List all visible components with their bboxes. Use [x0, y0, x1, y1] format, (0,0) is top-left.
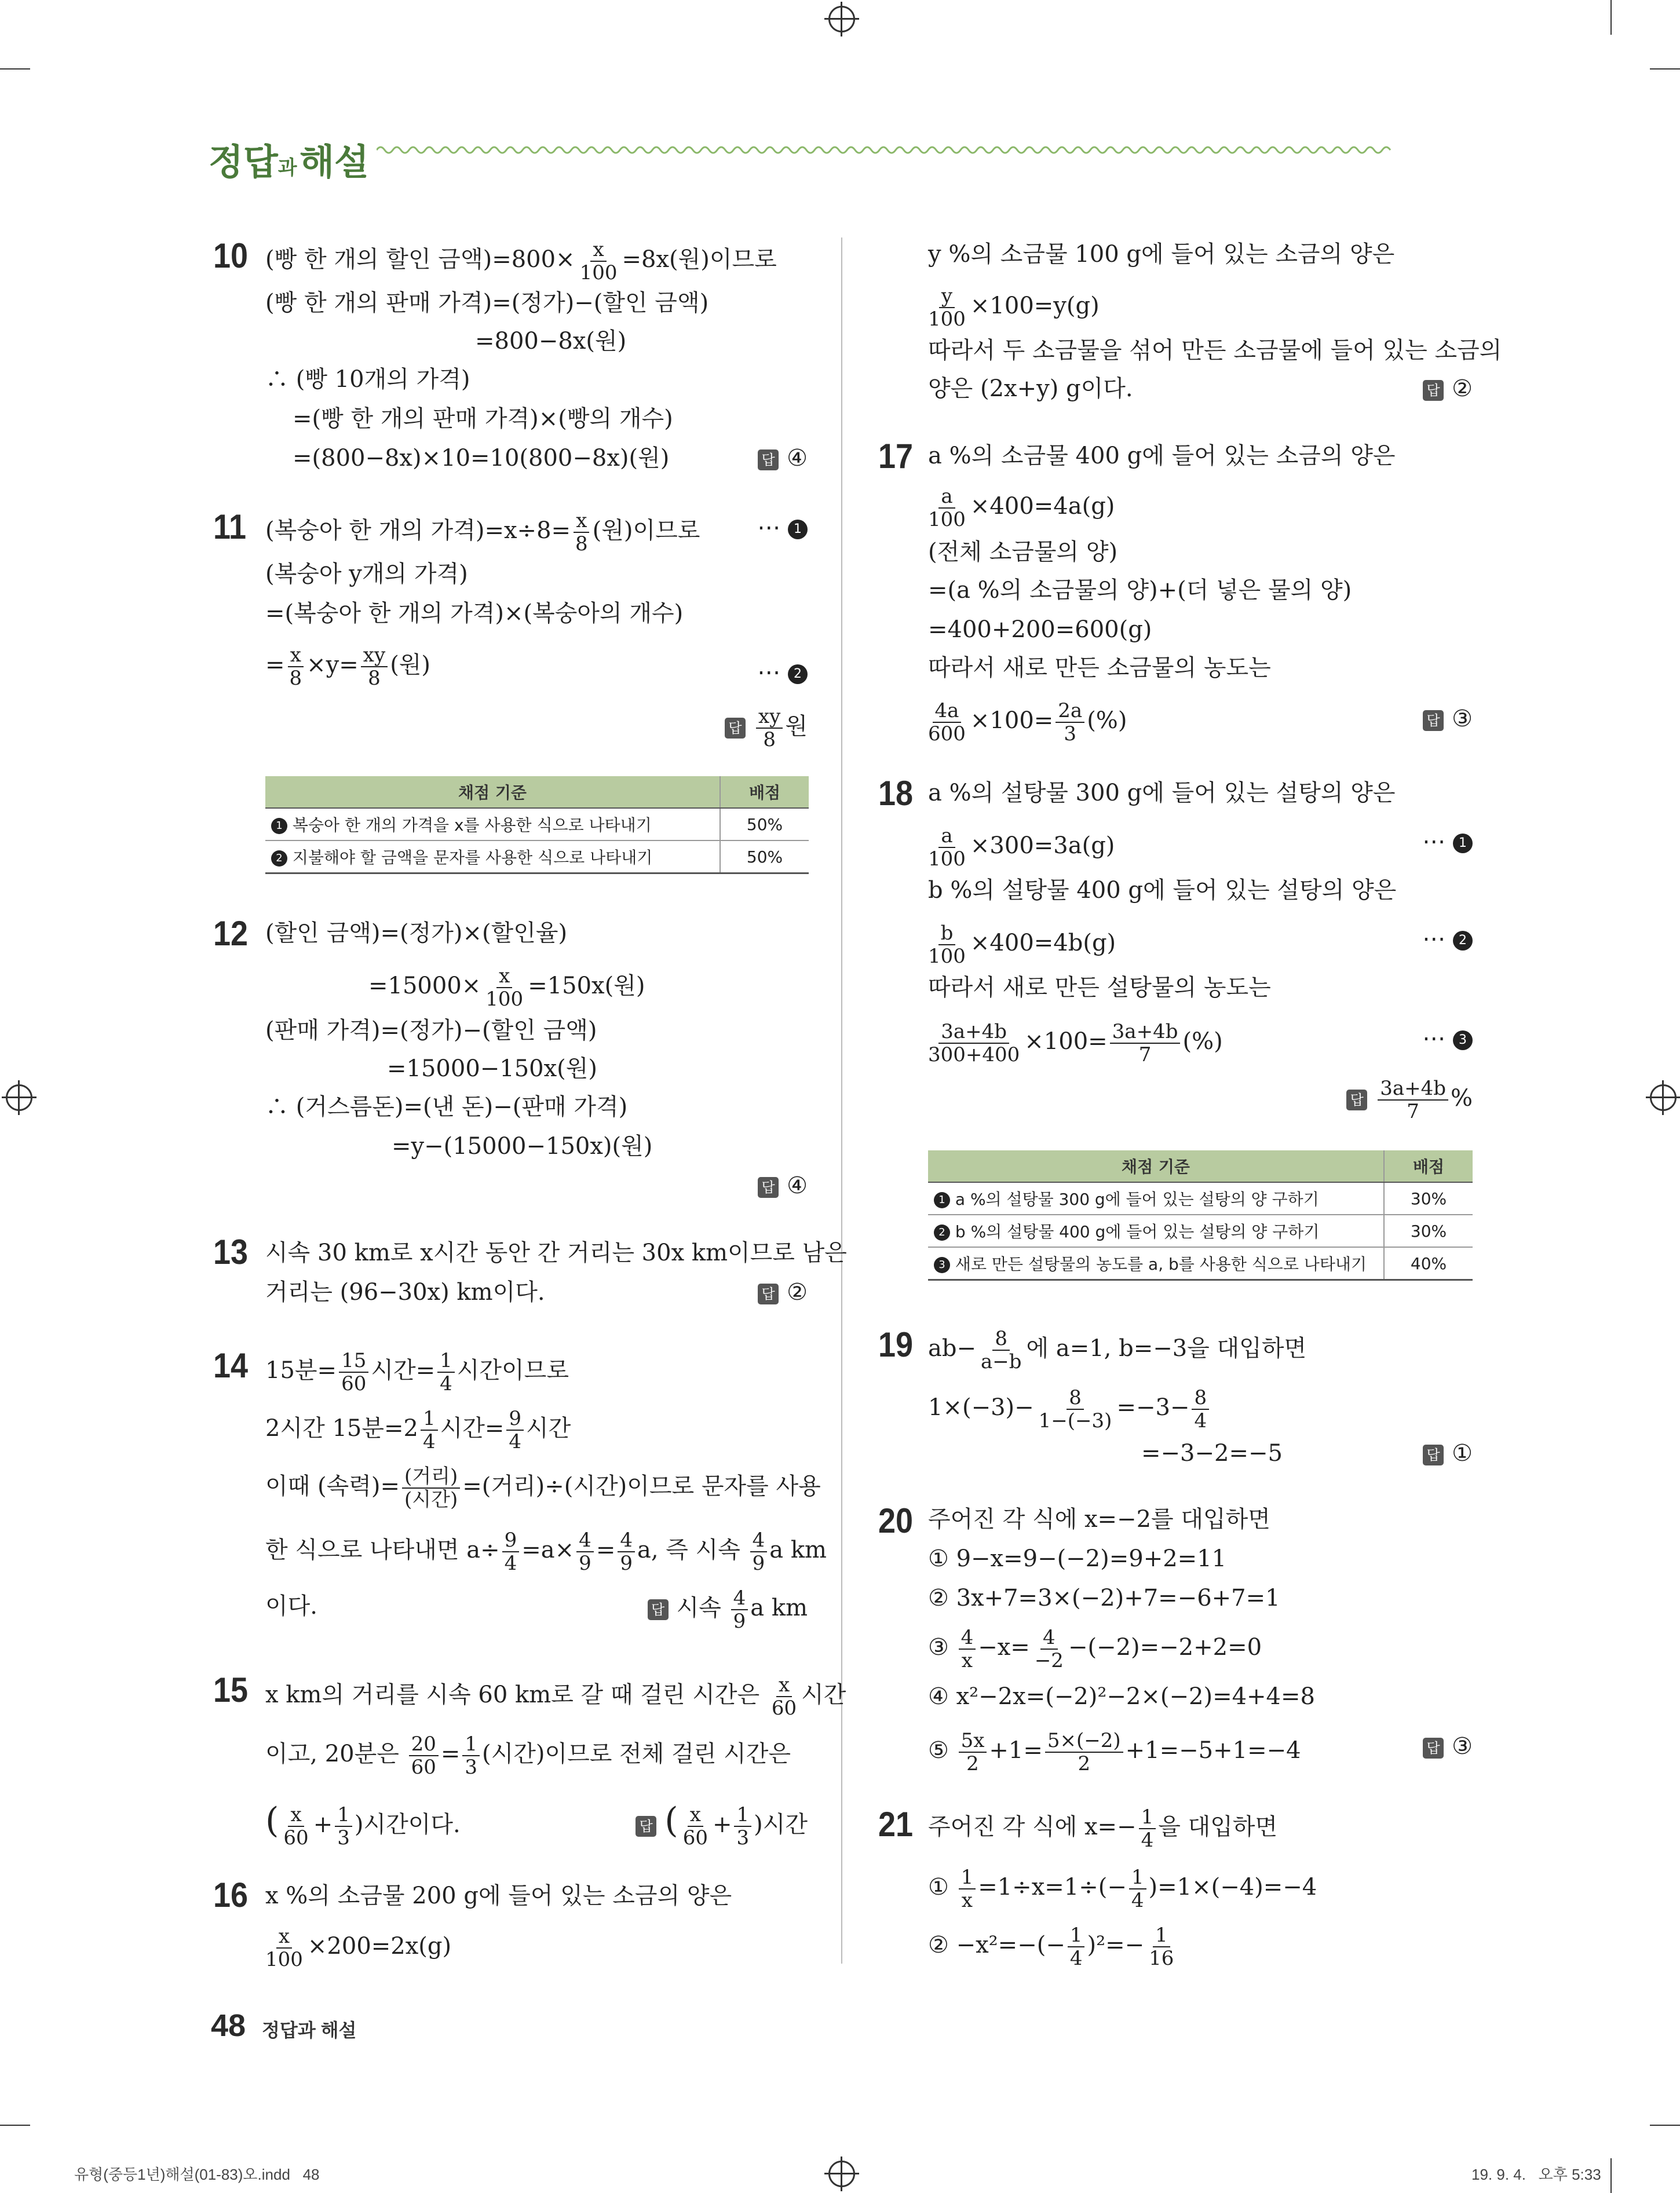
problem-number: 21 [878, 1805, 914, 1844]
table-header: 채점 기준 [928, 1150, 1384, 1182]
fraction: $\frac{1}{4}$ [421, 1408, 438, 1453]
p12-line4: =15000−150x(원) [387, 1055, 598, 1082]
p18-marker3: ⋯ 3 [1422, 1023, 1473, 1054]
fraction: $\frac{4}{9}$ [576, 1529, 594, 1574]
circled-number: 1 [788, 520, 808, 539]
p20-line1: 주어진 각 식에 x=−2를 대입하면 [928, 1506, 1270, 1533]
answer-badge: 답 [1423, 1738, 1444, 1759]
fraction: $\frac{\text{(거리)}}{\text{(시간)}}$ [402, 1465, 460, 1511]
p18-answer: 답 $\frac{3a+4b}{7}$ % [1346, 1077, 1473, 1123]
fraction: $\frac{5\times(-2)}{2}$ [1045, 1730, 1123, 1775]
fraction: $\frac{1}{x}$ [959, 1866, 976, 1911]
p11-scoring-table [265, 776, 809, 874]
fraction: $\frac{4}{9}$ [618, 1529, 635, 1574]
fraction: $\frac{3a+4b}{300+400}$ [928, 1020, 1020, 1066]
p17-line5: =400+200=600(g) [928, 616, 1152, 643]
p13-line1: 시속 30 km로 x시간 동안 간 거리는 30x km이므로 남은 [265, 1240, 847, 1266]
fraction: $\frac{4}{x}$ [959, 1627, 976, 1672]
problem-number: 16 [213, 1876, 249, 1914]
fraction: $\frac{9}{4}$ [502, 1529, 520, 1574]
fraction: $\frac{15}{60}$ [339, 1350, 368, 1395]
p12-answer: 답 ④ [758, 1170, 808, 1201]
fraction: $\frac{1}{4}$ [1129, 1866, 1146, 1911]
table-row: 1 a %의 설탕물 300 g에 들어 있는 설탕의 양 구하기 30% [928, 1182, 1473, 1215]
answer-badge: 답 [636, 1816, 656, 1837]
fraction: $\frac{1}{3}$ [462, 1733, 480, 1778]
table-row: 2 b %의 설탕물 400 g에 들어 있는 설탕의 양 구하기 30% [928, 1215, 1473, 1247]
p19-line3: =−3−2=−5 [1141, 1440, 1283, 1467]
header-title-main: 정답 [209, 142, 278, 182]
p17-line1: a %의 소금물 400 g에 들어 있는 소금의 양은 [928, 443, 1396, 469]
p19-answer: 답 ① [1423, 1438, 1473, 1469]
answer-badge: 답 [1423, 1445, 1444, 1465]
crop-mark [1610, 2158, 1612, 2193]
p17-answer: 답 ③ [1423, 703, 1473, 734]
fraction: $\frac{4}{9}$ [731, 1587, 748, 1632]
date-info: 19. 9. 4. 오후 5:33 [1471, 2166, 1601, 2183]
p21-line1: 주어진 각 식에 x=− $\frac{1}{4}$ 을 대입하면 [928, 1805, 1278, 1852]
problem-number: 17 [878, 437, 914, 476]
p11-line3: =(복숭아 한 개의 가격)×(복숭아의 개수) [265, 600, 684, 627]
fraction: $\frac{x}{60}$ [771, 1673, 797, 1720]
fraction: $\frac{1}{4}$ [437, 1350, 455, 1395]
p21-line3: ② −x²=−(− $\frac{1}{4}$ )²=− $\frac{1}{16}$ [928, 1924, 1178, 1969]
header-title-end: 해설 [300, 142, 369, 182]
p18-marker2: ⋯ 2 [1422, 923, 1473, 955]
p12-line3: (판매 가격)=(정가)−(할인 금액) [265, 1017, 597, 1044]
circled-number: 2 [1453, 931, 1473, 951]
fraction: $\frac{xy}{8}$ [756, 706, 783, 751]
p15-line2: 이고, 20분은 $\frac{20}{60}$ = $\frac{1}{3}$ (시간)이므로 전체 걸린 시간은 [265, 1733, 791, 1779]
fraction: $\frac{x}{8}$ [287, 644, 305, 689]
p15-line3: ( $\frac{x}{60}$ + $\frac{1}{3}$ )시간이다. [265, 1800, 461, 1850]
table-header: 배점 [1384, 1150, 1473, 1182]
crop-mark [0, 2125, 30, 2126]
fraction: $\frac{5x}{2}$ [959, 1730, 987, 1775]
p16-line4: $\frac{y}{100}$ ×100=y(g) [923, 285, 1100, 330]
p16-line6: 양은 (2x+y) g이다. [928, 375, 1133, 402]
fraction: $\frac{1}{3}$ [335, 1804, 352, 1849]
fraction: $\frac{x}{8}$ [573, 510, 590, 555]
fraction: $\frac{a}{100}$ [928, 824, 966, 871]
p11-line2: (복숭아 y개의 가격) [265, 561, 468, 587]
answer-badge: 답 [758, 449, 779, 470]
p15-line1: x km의 거리를 시속 60 km로 갈 때 걸린 시간은 $\frac{x}{60}$ 시간 [265, 1673, 846, 1720]
problem-number: 10 [213, 236, 249, 275]
p13-line2: 거리는 (96−30x) km이다. [265, 1279, 545, 1306]
p17-line3: (전체 소금물의 양) [928, 539, 1118, 565]
circled-number: 2 [788, 664, 808, 684]
p20-line4: ③ $\frac{4}{x}$ −x= $\frac{4}{-2}$ −(−2)=−2+2=0 [928, 1626, 1262, 1672]
p11-line4: = $\frac{x}{8}$ ×y= $\frac{xy}{8}$ (원) [265, 644, 431, 690]
p19-line1: ab− $\frac{8}{a-b}$ 에 a=1, b=−3을 대입하면 [928, 1327, 1307, 1373]
p16-answer: 답 ② [1423, 373, 1473, 404]
file-info: 유형(중등1년)해설(01-83)오.indd 48 [74, 2166, 320, 2183]
fraction: $\frac{2a}{3}$ [1056, 700, 1084, 745]
problem-number: 18 [878, 774, 914, 813]
table-header: 배점 [720, 776, 809, 808]
problem-number: 13 [213, 1233, 249, 1271]
p10-line6: =(800−8x)×10=10(800−8x)(원) [293, 445, 670, 472]
p18-line4: $\frac{b}{100}$ ×400=4b(g) [923, 922, 1116, 967]
p12-line5: ∴ (거스름돈)=(낸 돈)−(판매 가격) [265, 1094, 628, 1120]
p18-marker1: ⋯ 1 [1422, 826, 1473, 857]
fraction: $\frac{4a}{600}$ [928, 699, 966, 745]
page-label: 정답과 해설 [262, 2020, 357, 2041]
answer-badge: 답 [1423, 710, 1444, 731]
table-row: 2 지불해야 할 금액을 문자를 사용한 식으로 나타내기 50% [265, 840, 809, 873]
circled-number: 1 [1453, 834, 1473, 853]
p10-line3: =800−8x(원) [475, 328, 627, 354]
fraction: $\frac{x}{100}$ [265, 1925, 303, 1971]
p16-line3: y %의 소금물 100 g에 들어 있는 소금의 양은 [928, 241, 1395, 268]
table-header: 채점 기준 [265, 776, 720, 808]
p14-line2: 2시간 15분=2 $\frac{1}{4}$ 시간= $\frac{9}{4}$ 시간 [265, 1407, 571, 1453]
p16-line1: x %의 소금물 200 g에 들어 있는 소금의 양은 [265, 1883, 732, 1909]
answer-badge: 답 [758, 1177, 779, 1198]
fraction: $\frac{xy}{8}$ [361, 644, 388, 689]
p17-line6: 따라서 새로 만든 소금물의 농도는 [928, 655, 1271, 681]
answer-badge: 답 [758, 1284, 779, 1304]
fraction: $\frac{8}{4}$ [1192, 1387, 1209, 1432]
registration-mark-left [6, 1084, 32, 1111]
fraction: $\frac{x}{100}$ [485, 964, 524, 1011]
fraction: $\frac{1}{16}$ [1149, 1924, 1174, 1970]
p16-line5: 따라서 두 소금물을 섞어 만든 소금물에 들어 있는 소금의 [928, 337, 1502, 364]
p18-scoring-table [928, 1150, 1473, 1281]
answer-badge: 답 [1423, 380, 1444, 401]
p21-line2: ① $\frac{1}{x}$ =1÷x=1÷(− $\frac{1}{4}$ )=1×(−4)=−4 [928, 1866, 1317, 1912]
p10-line2: (빵 한 개의 판매 가격)=(정가)−(할인 금액) [265, 290, 709, 316]
p11-answer: 답 $\frac{xy}{8}$ 원 [725, 706, 808, 751]
p10-line1: (빵 한 개의 할인 금액)=800× $\frac{x}{100}$ =8x(원)이므로 [265, 238, 777, 284]
table-row: 3 새로 만든 설탕물의 농도를 a, b를 사용한 식으로 나타내기 40% [928, 1247, 1473, 1280]
p17-line7: $\frac{4a}{600}$ ×100= $\frac{2a}{3}$ (%) [923, 700, 1127, 745]
p14-line5: 이다. [265, 1593, 317, 1620]
problem-number: 15 [213, 1671, 249, 1709]
p18-line3: b %의 설탕물 400 g에 들어 있는 설탕의 양은 [928, 877, 1397, 904]
p10-answer: 답 ④ [758, 443, 808, 474]
crop-mark [1610, 0, 1612, 35]
fraction: $\frac{1}{4}$ [1068, 1924, 1085, 1969]
p10-line4: ∴ (빵 10개의 가격) [265, 366, 470, 393]
crop-mark [1650, 2125, 1680, 2126]
fraction: $\frac{4}{9}$ [750, 1529, 768, 1574]
fraction: $\frac{3a+4b}{7}$ [1378, 1077, 1448, 1123]
fraction: $\frac{3a+4b}{7}$ [1110, 1021, 1181, 1066]
fraction: $\frac{1}{4}$ [1139, 1806, 1156, 1851]
registration-mark-bottom [828, 2161, 855, 2187]
fraction: $\frac{20}{60}$ [409, 1733, 439, 1778]
fraction: $\frac{x}{100}$ [579, 238, 618, 284]
p18-line1: a %의 설탕물 300 g에 들어 있는 설탕의 양은 [928, 780, 1396, 806]
problem-number: 19 [878, 1325, 914, 1364]
registration-mark-top [828, 6, 855, 32]
circled-number: 3 [1453, 1030, 1473, 1050]
p14-answer: 답 시속 $\frac{4}{9}$ a km [648, 1587, 808, 1632]
p11-line1: (복숭아 한 개의 가격)=x÷8= $\frac{x}{8}$ (원)이므로 [265, 509, 700, 555]
p14-line4: 한 식으로 나타내면 a÷ $\frac{9}{4}$ =a× $\frac{4}{9}$ = $\frac{4}{9}$ a, 즉 시속 $\frac{4}{9}$ a km [265, 1529, 827, 1575]
page-header [209, 133, 369, 185]
answer-badge: 답 [725, 718, 746, 739]
fraction: $\frac{b}{100}$ [928, 922, 966, 968]
p12-line2: =15000× $\frac{x}{100}$ =150x(원) [368, 964, 645, 1011]
problem-number: 11 [213, 507, 247, 546]
fraction: $\frac{x}{60}$ [283, 1803, 309, 1850]
p18-line6: $\frac{3a+4b}{300+400}$ ×100= $\frac{3a+4b}{7}$ (%) [923, 1021, 1223, 1066]
fraction: $\frac{y}{100}$ [928, 284, 966, 331]
p17-line2: $\frac{a}{100}$ ×400=4a(g) [923, 485, 1115, 531]
p20-line5: ④ x²−2x=(−2)²−2×(−2)=4+4=8 [928, 1683, 1315, 1710]
p14-line3: 이때 (속력)= $\frac{\text{(거리)}}{\text{(시간)}}$ =(거리)÷(시간)이므로 문자를 사용 [265, 1465, 821, 1511]
p15-answer: 답 ( $\frac{x}{60}$ + $\frac{1}{3}$ )시간 [636, 1804, 808, 1849]
p20-answer: 답 ③ [1423, 1731, 1473, 1762]
p13-answer: 답 ② [758, 1277, 808, 1308]
p11-marker1: ⋯ 1 [757, 512, 808, 543]
fraction: $\frac{1}{3}$ [734, 1804, 751, 1849]
p20-line3: ② 3x+7=3×(−2)+7=−6+7=1 [928, 1585, 1280, 1611]
fraction: $\frac{8}{1-(-3)}$ [1038, 1386, 1112, 1432]
p14-line1: 15분= $\frac{15}{60}$ 시간= $\frac{1}{4}$ 시간이므로 [265, 1349, 569, 1395]
header-wave-line [377, 141, 1477, 159]
fraction: $\frac{8}{a-b}$ [980, 1327, 1022, 1373]
problem-number: 12 [213, 914, 249, 953]
problem-number: 20 [878, 1501, 914, 1540]
p12-line6: =y−(15000−150x)(원) [392, 1133, 653, 1160]
fraction: $\frac{x}{60}$ [682, 1803, 708, 1850]
p17-line4: =(a %의 소금물의 양)+(더 넣은 물의 양) [928, 577, 1352, 604]
p16-line2: $\frac{x}{100}$ ×200=2x(g) [261, 1925, 451, 1971]
p20-line2: ① 9−x=9−(−2)=9+2=11 [928, 1545, 1227, 1572]
p10-line5: =(빵 한 개의 판매 가격)×(빵의 개수) [293, 405, 673, 432]
p12-line1: (할인 금액)=(정가)×(할인율) [265, 920, 568, 946]
table-row: 1 복숭아 한 개의 가격을 x를 사용한 식으로 나타내기 50% [265, 808, 809, 840]
header-title-small: 과 [277, 157, 297, 179]
p18-line2: $\frac{a}{100}$ ×300=3a(g) [923, 825, 1115, 870]
fraction: $\frac{4}{-2}$ [1034, 1626, 1064, 1672]
registration-mark-right [1650, 1084, 1677, 1111]
answer-badge: 답 [1346, 1090, 1367, 1110]
p11-marker2: ⋯ 2 [757, 657, 808, 688]
crop-mark [1650, 68, 1680, 70]
p20-line6: ⑤ $\frac{5x}{2}$ +1= $\frac{5\times(-2)}{2}$ +1=−5+1=−4 [928, 1729, 1301, 1775]
problem-number: 14 [213, 1346, 249, 1385]
page-number: 48 [211, 2008, 246, 2043]
p19-line2: 1×(−3)− $\frac{8}{1-(-3)}$ =−3− $\frac{8}{4}$ [928, 1387, 1211, 1432]
fraction: $\frac{a}{100}$ [928, 485, 966, 531]
answer-badge: 답 [648, 1599, 669, 1620]
p18-line5: 따라서 새로 만든 설탕물의 농도는 [928, 974, 1271, 1001]
crop-mark [0, 68, 30, 70]
fraction: $\frac{9}{4}$ [506, 1408, 524, 1453]
